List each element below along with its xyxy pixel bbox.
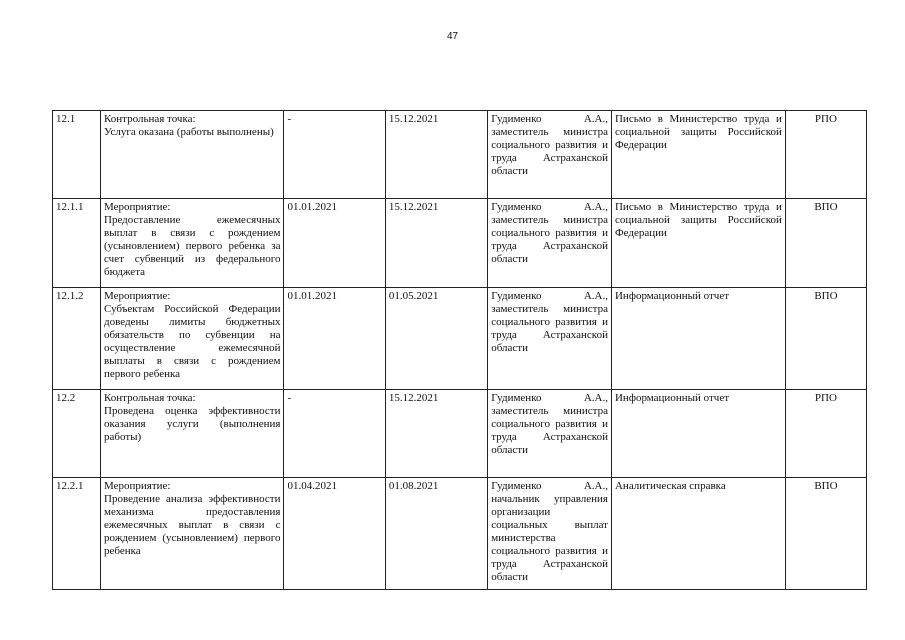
event-type: Мероприятие: xyxy=(104,290,171,302)
end-date: 01.08.2021 xyxy=(385,478,487,590)
event-cell xyxy=(101,199,284,288)
event-name: Проведена оценка эффективности оказания услуги (выполнения работы) xyxy=(104,405,281,443)
result-document: Письмо в Министерство труда и социальной защиты Российской Федерации xyxy=(611,199,785,288)
table-row xyxy=(53,390,867,478)
table-row xyxy=(53,478,867,590)
plan-table xyxy=(52,110,867,590)
row-number: 12.1.1 xyxy=(53,199,101,288)
event-type: Контрольная точка: xyxy=(104,113,196,125)
responsible: Гудименко А.А., заместитель министра социального развития и труда Астраханской области xyxy=(488,199,612,288)
end-date: 15.12.2021 xyxy=(385,199,487,288)
start-date: - xyxy=(284,390,385,478)
control-level: ВПО xyxy=(785,288,866,390)
control-level: РПО xyxy=(785,111,866,199)
event-name: Субъектам Российской Федерации доведены лимиты бюджетных обязательств по субвенции на осуществление ежемесячной выплаты в связи с рождением первого ребенка xyxy=(104,303,281,380)
table-row xyxy=(53,288,867,390)
row-number: 12.1.2 xyxy=(53,288,101,390)
event-name: Услуга оказана (работы выполнены) xyxy=(104,126,274,138)
result-document: Аналитическая справка xyxy=(611,478,785,590)
event-cell xyxy=(101,390,284,478)
event-cell xyxy=(101,111,284,199)
responsible: Гудименко А.А., заместитель министра социального развития и труда Астраханской области xyxy=(488,111,612,199)
end-date: 15.12.2021 xyxy=(385,111,487,199)
start-date: 01.01.2021 xyxy=(284,288,385,390)
table-row xyxy=(53,199,867,288)
end-date: 15.12.2021 xyxy=(385,390,487,478)
control-level: ВПО xyxy=(785,199,866,288)
start-date: 01.04.2021 xyxy=(284,478,385,590)
event-type: Контрольная точка: xyxy=(104,392,196,404)
event-cell xyxy=(101,478,284,590)
end-date: 01.05.2021 xyxy=(385,288,487,390)
start-date: - xyxy=(284,111,385,199)
control-level: ВПО xyxy=(785,478,866,590)
start-date: 01.01.2021 xyxy=(284,199,385,288)
table-row xyxy=(53,111,867,199)
page-number: 47 xyxy=(446,31,459,42)
event-cell xyxy=(101,288,284,390)
result-document: Информационный отчет xyxy=(611,288,785,390)
row-number: 12.2 xyxy=(53,390,101,478)
event-type: Мероприятие: xyxy=(104,201,171,213)
control-level: РПО xyxy=(785,390,866,478)
result-document: Письмо в Министерство труда и социальной защиты Российской Федерации xyxy=(611,111,785,199)
row-number: 12.2.1 xyxy=(53,478,101,590)
event-name: Проведение анализа эффективности механизма предоставления ежемесячных выплат в связи с рождением (усыновлением) первого ребенка xyxy=(104,493,281,557)
result-document: Информационный отчет xyxy=(611,390,785,478)
row-number: 12.1 xyxy=(53,111,101,199)
event-type: Мероприятие: xyxy=(104,480,171,492)
event-name: Предоставление ежемесячных выплат в связи с рождением (усыновлением) первого ребенка за счет субвенций из федерального бюджета xyxy=(104,214,281,278)
responsible: Гудименко А.А., заместитель министра социального развития и труда Астраханской области xyxy=(488,288,612,390)
responsible: Гудименко А.А., начальник управления организации социальных выплат министерства социального развития и труда Астраханской области xyxy=(488,478,612,590)
responsible: Гудименко А.А., заместитель министра социального развития и труда Астраханской области xyxy=(488,390,612,478)
